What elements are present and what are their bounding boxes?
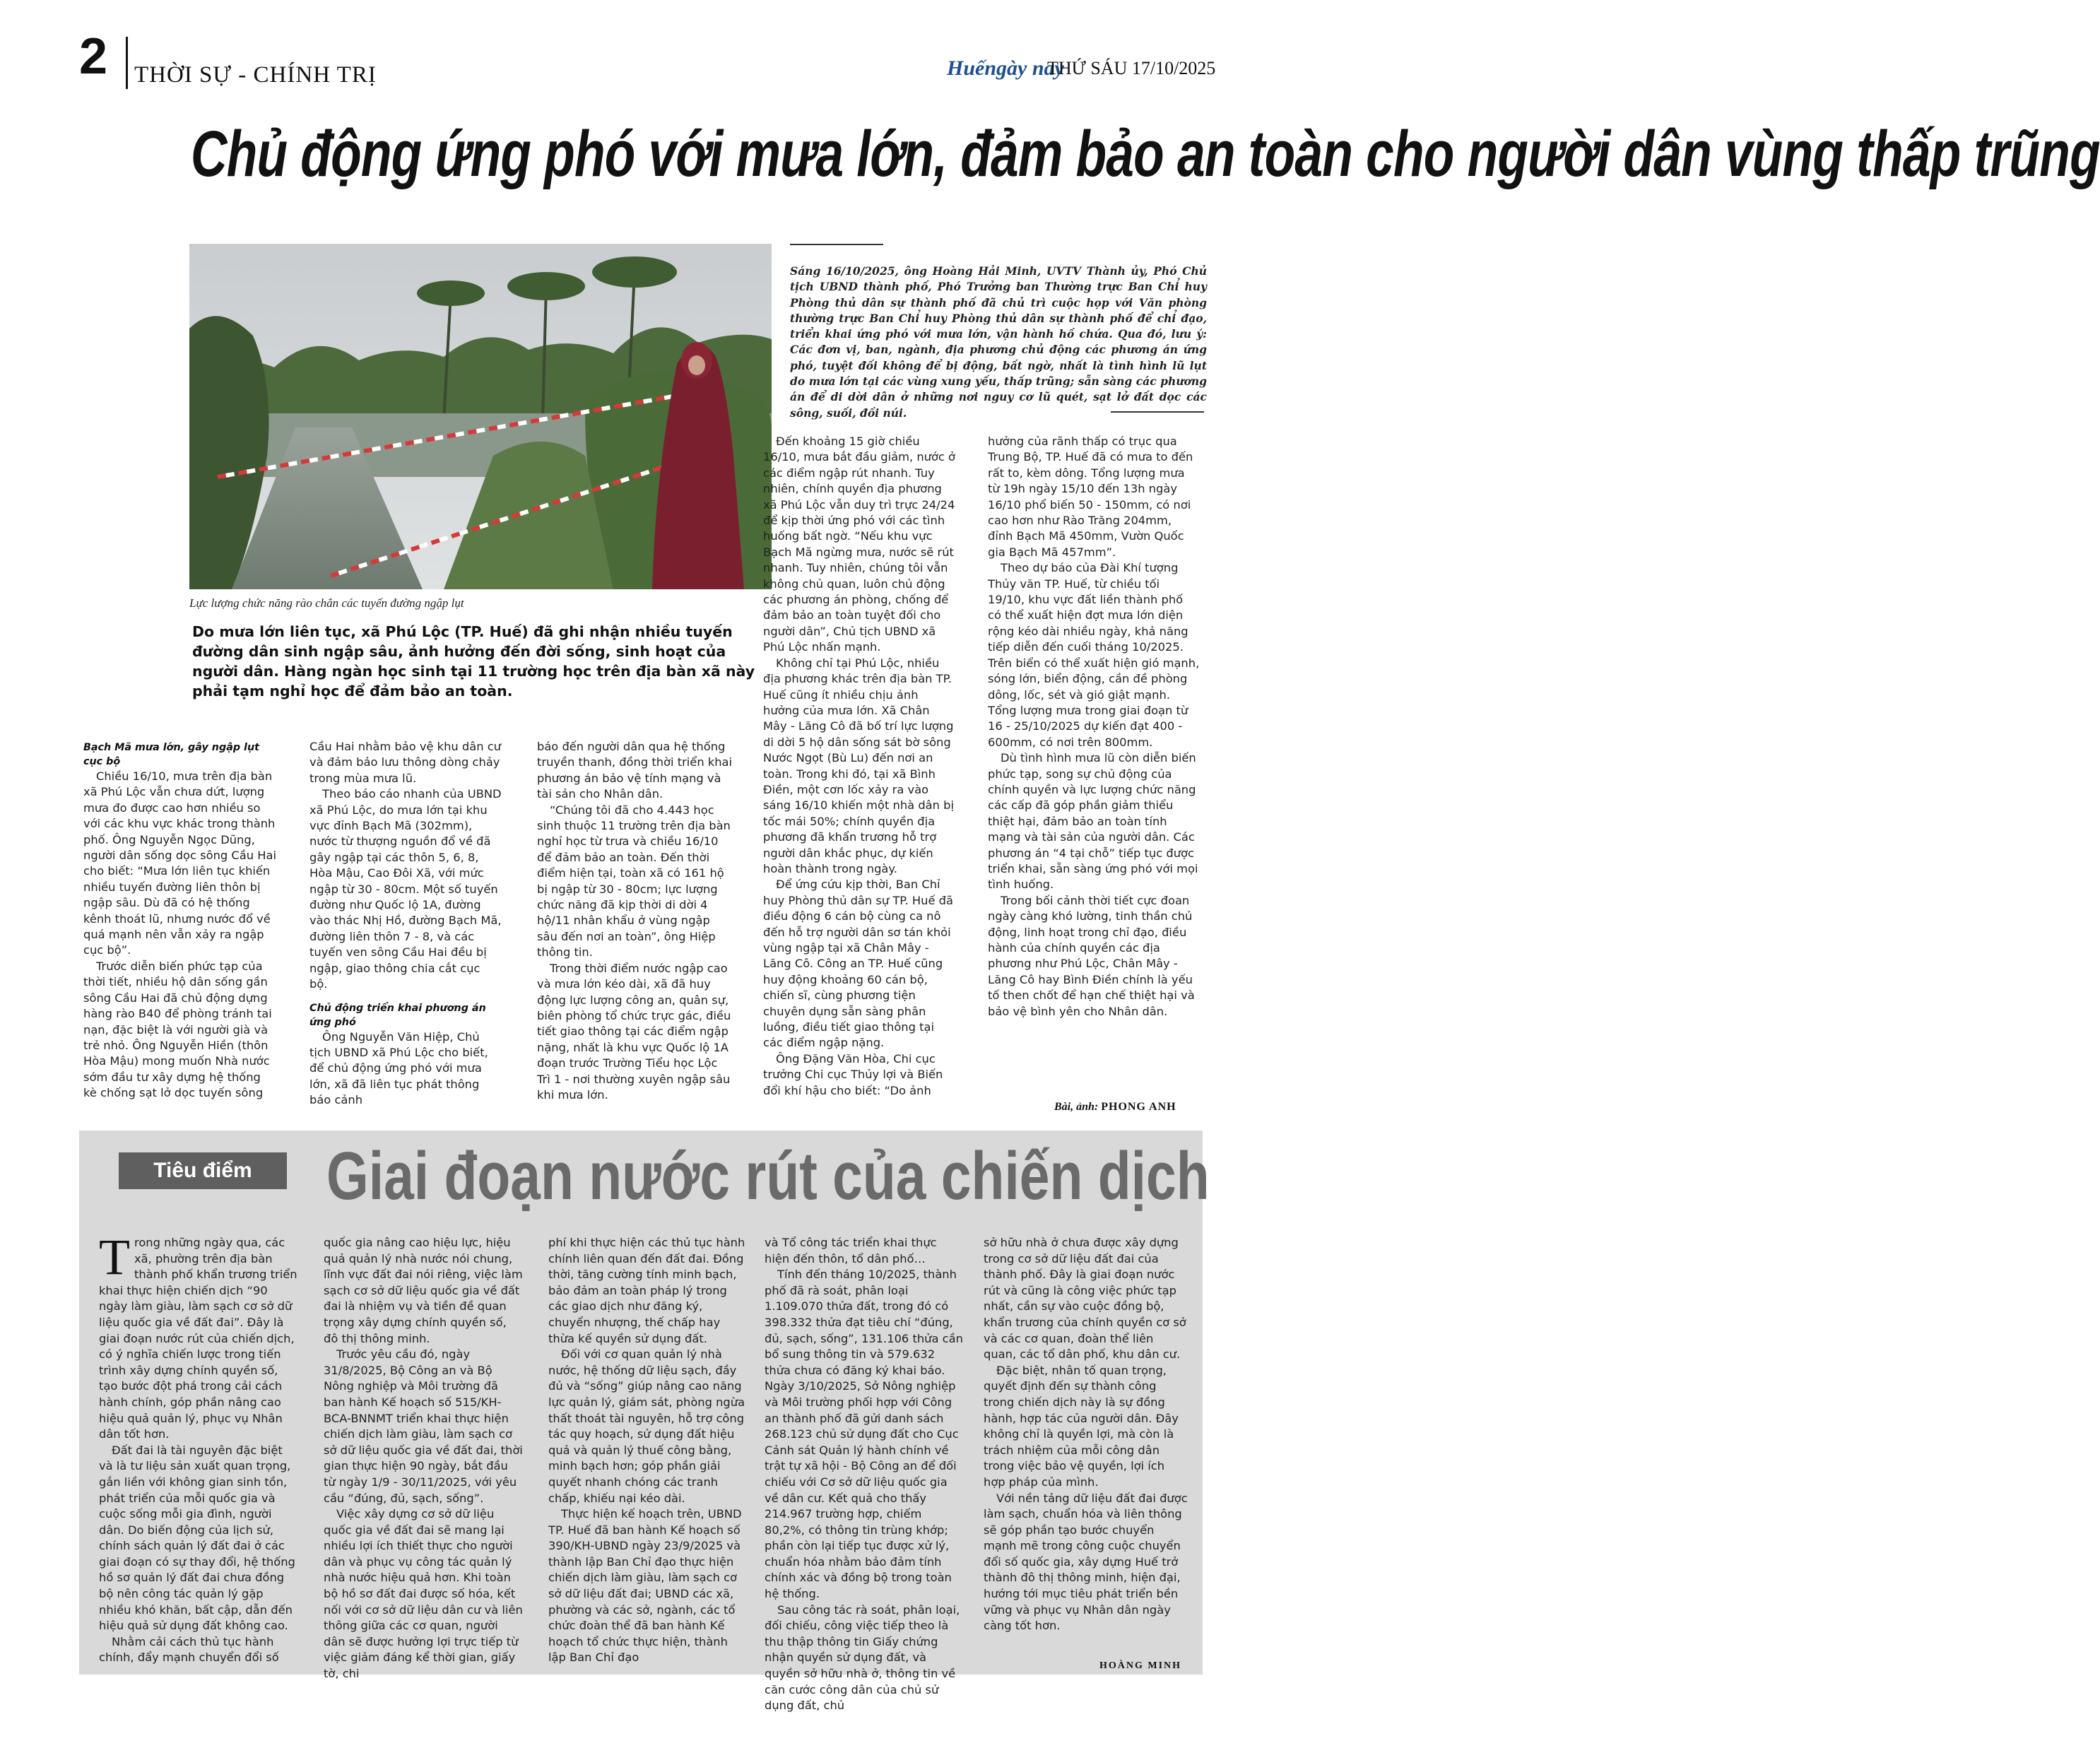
focus-tag: Tiêu điểm — [119, 1152, 287, 1189]
paragraph: báo đến người dân qua hệ thống truyền thanh, đồng thời triển khai phương án bảo vệ tính mạng và tài sản cho Nhân dân. — [537, 740, 733, 801]
subheading: Bạch Mã mưa lớn, gây ngập lụt cục bộ — [83, 742, 259, 767]
paragraph: Để ứng cứu kịp thời, Ban Chỉ huy Phòng thủ dân sự TP. Huế đã điều động 6 cán bộ cùng ca nô đến hỗ trợ người dân sơ tán khỏi vùng ngập tại xã Chân Mây - Lăng Cô. Công an TP. Huế cũng huy động khoảng 60 cán bộ, chiến sĩ, cùng phương tiện chuyên dụng sẵn sàng phân luồng, điều tiết giao thông tại các điểm ngập nặng. — [763, 878, 953, 1050]
paragraph: Đối với cơ quan quản lý nhà nước, hệ thống dữ liệu sạch, đầy đủ và “sống” giúp nâng cao năng lực quản lý, giám sát, phòng ngừa thất thoát tài nguyên, hỗ trợ công tác quy hoạch, sử dụng đất hiệu quả và quản lý thuế công bằng, minh bạch hơn; góp phần giải quyết nhanh chóng các tranh chấp, khiếu nại kéo dài. — [548, 1347, 745, 1505]
page-number: 2 — [79, 28, 108, 85]
paragraph: quốc gia nâng cao hiệu lực, hiệu quả quản lý nhà nước nói chung, lĩnh vực đất đai nói riêng, việc làm sạch cơ sở dữ liệu quốc gia về đất đai là nhiệm vụ và tiền đề quan trọng xây dựng chính quyền số, đô thị thông minh. — [324, 1236, 523, 1345]
section-title: THỜI SỰ - CHÍNH TRỊ — [134, 62, 377, 88]
subheading: Chủ động triển khai phương án ứng phó — [309, 1002, 486, 1028]
paragraph: Trong thời điểm nước ngập cao và mưa lớn kéo dài, xã đã huy động lực lượng công an, quân sự, biên phòng tổ chức trực gác, điều tiết giao thông tại các điểm ngập nặng, nhất là khu vực Quốc lộ 1A đoạn trước Trường Tiểu học Lộc Trì 1 - nơi thường xuyên ngập sâu khi mưa lớn. — [537, 961, 731, 1102]
focus-headline: Giai đoạn nước rút của chiến dịch — [326, 1138, 1210, 1214]
paragraph: Tính đến tháng 10/2025, thành phố đã rà soát, phân loại 1.109.070 thửa đất, trong đó có 398.332 thửa đạt tiêu chí “đúng, đủ, sạch, sống”, 131.106 thửa cần bổ sung thông tin và 579.632 thửa chưa có đăng ký khai báo. Ngày 3/10/2025, Sở Nông nghiệp và Môi trường phối hợp với Công an thành phố đã gửi danh sách 268.123 chủ sử dụng đất cho Cục Cảnh sát Quản lý hành chính về trật tự xã hội - Bộ Công an để đối chiếu với Cơ sở dữ liệu quốc gia về dân cư. Kết quả cho thấy 214.967 trường hợp, chiếm 80,2%, có thông tin trùng khớp; phần còn lại tiếp tục được xử lý, chuẩn hóa nhằm bảo đảm tính chính xác và đồng bộ trong toàn hệ thống. — [765, 1268, 963, 1601]
section-divider — [126, 37, 128, 89]
issue-date: THỨ SÁU 17/10/2025 — [1047, 58, 1216, 78]
flood-photo — [189, 244, 772, 589]
paragraph: Dù tình hình mưa lũ còn diễn biến phức tạp, song sự chủ động của chính quyền và lực lượng chức năng các cấp đã góp phần giảm thiểu thiệt hại, đảm bảo an toàn tính mạng và tài sản của người dân. Các phương án “4 tại chỗ” tiếp tục được triển khai, sẵn sàng ứng phó với mọi tình huống. — [988, 751, 1198, 892]
article1-column-1 — [83, 740, 277, 1102]
intro-rule-bottom — [1111, 411, 1204, 413]
article1-byline — [1054, 1101, 1176, 1114]
paragraph: Trước diễn biến phức tạp của thời tiết, nhiều hộ dân sống gần sông Cầu Hai đã chủ động dựng hàng rào B40 để phòng tránh tai nạn, đặc biệt là với người già và trẻ nhỏ. Ông Nguyễn Hiền (thôn Hòa Mậu) mong muốn Nhà nước sớm đầu tư xây dựng hệ thống kè chống sạt lở dọc tuyến sông — [83, 959, 272, 1100]
paragraph: Theo dự báo của Đài Khí tượng Thủy văn TP. Huế, từ chiều tối 19/10, khu vực đất liền thành phố có thể xuất hiện đợt mưa lớn diện rộng kéo dài nhiều ngày, khả năng tiếp diễn đến cuối tháng 10/2025. Trên biển có thể xuất hiện gió mạnh, sóng lớn, biển động, cần đề phòng dông, lốc, sét và gió giật mạnh. Tổng lượng mưa trong giai đoạn từ 16 - 25/10/2025 dự kiến đạt 400 - 600mm, có nơi trên 800mm. — [988, 561, 1200, 749]
paragraph: Với nền tảng dữ liệu đất đai được làm sạch, chuẩn hóa và liên thông sẽ góp phần tạo bước chuyển mạnh mẽ trong công cuộc chuyển đổi số quốc gia, xây dựng Huế trở thành đô thị thông minh, hiện đại, hướng tới mục tiêu phát triển bền vững và phục vụ Nhân dân ngày càng tốt hơn. — [984, 1491, 1188, 1633]
paragraph: hưởng của rãnh thấp có trục qua Trung Bộ, TP. Huế đã có mưa to đến rất to, kèm dông. Tổng lượng mưa từ 19h ngày 15/10 đến 13h ngày 16/10 phổ biến 50 - 150mm, có nơi cao hơn như Rào Trăng 204mm, đỉnh Bạch Mã 450mm, Vườn Quốc gia Bạch Mã 457mm”. — [988, 435, 1193, 559]
flood-photo-illustration — [189, 244, 772, 589]
paragraph: Việc xây dựng cơ sở dữ liệu quốc gia về đất đai sẽ mang lại nhiều lợi ích thiết thực cho người dân và phục vụ công tác quản lý nhà nước hiệu quả hơn. Khi toàn bộ hồ sơ đất đai được số hóa, kết nối với cơ sở dữ liệu dân cư và liên thông giữa các cơ quan, người dân sẽ được hưởng lợi trực tiếp từ việc giảm đáng kể thời gian, giấy tờ, chi — [324, 1507, 523, 1681]
photo-caption: Lực lượng chức năng rào chắn các tuyến đường ngập lụt — [189, 596, 464, 610]
paragraph: “Chúng tôi đã cho 4.443 học sinh thuộc 11 trường trên địa bàn nghỉ học từ trưa và chiều 16/10 để đảm bảo an toàn. Đến thời điểm hiện tại, toàn xã có 161 hộ bị ngập từ 30 - 80cm; lực lượng chức năng đã kịp thời di dời 4 hộ/11 nhân khẩu ở vùng ngập sâu đến nơi an toàn”, ông Hiệp thông tin. — [537, 803, 731, 960]
drop-cap: T — [99, 1229, 130, 1285]
paragraph: Cầu Hai nhằm bảo vệ khu dân cư và đảm bảo lưu thông dòng chảy trong mùa mưa lũ. — [309, 740, 502, 785]
article2-column-3 — [548, 1235, 748, 1666]
intro-rule-top — [790, 244, 883, 245]
paragraph: Đặc biệt, nhân tố quan trọng, quyết định đến sự thành công trong chiến dịch này là sự đồng hành, hợp tác của người dân. Đây không chỉ là quyền lợi, mà còn là trách nhiệm của mỗi công dân trong việc bảo vệ quyền, lợi ích hợp pháp của mình. — [984, 1363, 1179, 1489]
paragraph: Trước yêu cầu đó, ngày 31/8/2025, Bộ Công an và Bộ Nông nghiệp và Môi trường đã ban hành Kế hoạch số 515/KH-BCA-BNNMT triển khai thực hiện chiến dịch làm giàu, làm sạch cơ sở dữ liệu quốc gia về đất đai, thời gian thực hiện 90 ngày, bắt đầu từ ngày 1/9 - 30/11/2025, với yêu cầu “đúng, đủ, sạch, sống”. — [324, 1347, 523, 1505]
paragraph: phí khi thực hiện các thủ tục hành chính liên quan đến đất đai. Đồng thời, tăng cường tính minh bạch, bảo đảm an toàn pháp lý trong các giao dịch như đăng ký, chuyển nhượng, thế chấp hay thừa kế quyền sử dụng đất. — [548, 1236, 745, 1345]
article2-column-1 — [99, 1229, 298, 1666]
paragraph: Đất đai là tài nguyên đặc biệt và là tư liệu sản xuất quan trọng, gắn liền với không gian sinh tồn, phát triển của mỗi quốc gia và cuộc sống mỗi gia đình, người dân. Do biến động của lịch sử, chính sách quản lý đất đai ở các giai đoạn có sự thay đổi, hệ thống hồ sơ quản lý đất đai chưa đồng bộ nên công tác quản lý gặp nhiều khó khăn, bất cập, dẫn đến hiệu quả sử dụng đất không cao. — [99, 1443, 295, 1633]
paragraph: Theo báo cáo nhanh của UBND xã Phú Lộc, do mưa lớn tại khu vực đỉnh Bạch Mã (302mm), nước từ thượng nguồn đổ về đã gây ngập tại các thôn 5, 6, 8, Hòa Mậu, Cao Đôi Xã, với mức ngập từ 30 - 80cm. Một số tuyến đường như Quốc lộ 1A, đường vào thác Nhị Hồ, đường Bạch Mã, đường liên thôn 7 - 8, và các tuyến ven sông Cầu Hai đều bị ngập, giao thông chia cắt cục bộ. — [309, 787, 502, 991]
byline-author: PHONG ANH — [1101, 1101, 1176, 1113]
article2-column-4 — [765, 1235, 964, 1714]
article1-column-2 — [309, 739, 502, 1109]
article1-column-3 — [537, 739, 733, 1103]
paragraph: và Tổ công tác triển khai thực hiện đến thôn, tổ dân phố… — [765, 1236, 937, 1265]
paragraph: Chiều 16/10, mưa trên địa bàn xã Phú Lộc vẫn chưa dứt, lượng mưa đo được cao hơn nhiều so với các khu vực khác trong thành phố. Ông Nguyễn Ngọc Dũng, người dân sống dọc sông Cầu Hai cho biết: “Mưa lớn liên tục khiến nhiều tuyến đường liên thôn bị ngập sâu. Dù đã có hệ thống kênh thoát lũ, nhưng nước đổ về quá mạnh nên vẫn xảy ra ngập cục bộ”. — [83, 769, 276, 957]
article-sapo: Do mưa lớn liên tục, xã Phú Lộc (TP. Huế) đã ghi nhận nhiều tuyến đường dân sinh ngập sâu, ảnh hưởng đến đời sống, sinh hoạt của người dân. Hàng ngàn học sinh tại 11 trường học trên địa bàn xã này phải tạm nghỉ học để đảm bảo an toàn. — [192, 623, 755, 700]
paragraph: Không chỉ tại Phú Lộc, nhiều địa phương khác trên địa bàn TP. Huế cũng ít nhiều chịu ảnh hưởng của mưa lớn. Xã Chân Mây - Lăng Cô đã bố trí lực lượng di dời 5 hộ dân sống sát bờ sông Nước Ngọt (Bù Lu) đến nơi an toàn. Trong khi đó, tại xã Bình Điền, một cơn lốc xảy ra vào sáng 16/10 khiến một nhà dân bị tốc mái 50%; chính quyền địa phương đã khẩn trương hỗ trợ người dân khắc phục, dự kiến hoàn thành trong ngày. — [763, 656, 955, 875]
paragraph: Ông Đặng Văn Hòa, Chi cục trưởng Chi cục Thủy lợi và Biến đổi khí hậu cho biết: “Do ảnh — [763, 1051, 943, 1097]
article1-column-4 — [763, 434, 955, 1099]
paragraph: rong những ngày qua, các xã, phường trên địa bàn thành phố khẩn trương triển khai thực hiện chiến dịch “90 ngày làm giàu, làm sạch cơ sở dữ liệu quốc gia về đất đai”. Đây là giai đoạn nước rút của chiến dịch, có ý nghĩa chiến lược trong tiến trình xây dựng chính quyền số, tạo bước đột phá trong cải cách hành chính, góp phần nâng cao hiệu quả quản lý, phục vụ Nhân dân tốt hơn. — [99, 1236, 297, 1441]
article2-column-2 — [324, 1235, 523, 1682]
article1-column-5 — [988, 434, 1200, 1020]
paragraph: Sau công tác rà soát, phân loại, đối chiếu, công việc tiếp theo là thu thập thông tin Giấy chứng nhận quyền sử dụng đất, và quyền sở hữu nhà ở, thông tin về căn cước công dân của chủ sử dụng đất, chủ — [765, 1603, 960, 1713]
paragraph: Trong bối cảnh thời tiết cực đoan ngày càng khó lường, tinh thần chủ động, linh hoạt trong chỉ đạo, điều hành của chính quyền các địa phương như Phú Lộc, Chân Mây - Lăng Cô hay Bình Điền chính là yếu tố then chốt để hạn chế thiệt hại và bảo vệ bình yên cho Nhân dân. — [988, 893, 1195, 1018]
article2-byline: HOÀNG MINH — [1099, 1660, 1182, 1671]
paragraph: Ông Nguyễn Văn Hiệp, Chủ tịch UBND xã Phú Lộc cho biết, để chủ động ứng phó với mưa lớn, xã đã liên tục phát thông báo cảnh — [309, 1029, 488, 1107]
paragraph: Nhằm cải cách thủ tục hành chính, đẩy mạnh chuyển đổi số — [99, 1634, 279, 1665]
article-headline: Chủ động ứng phó với mưa lớn, đảm bảo an toàn cho người dân vùng thấp trũng — [191, 118, 2100, 190]
newspaper-brand: Huếngày nay — [947, 57, 1064, 80]
paragraph: Thực hiện kế hoạch trên, UBND TP. Huế đã ban hành Kế hoạch số 390/KH-UBND ngày 23/9/2025 và thành lập Ban Chỉ đạo thực hiện chiến dịch làm giàu, làm sạch cơ sở dữ liệu đất đai; UBND các xã, phường và các sở, ngành, các tổ chức đoàn thể đã ban hành Kế hoạch tổ chức thực hiện, thành lập Ban Chỉ đạo — [548, 1507, 742, 1665]
paragraph: Đến khoảng 15 giờ chiều 16/10, mưa bắt đầu giảm, nước ở các điểm ngập rút nhanh. Tuy nhiên, chính quyền địa phương xã Phú Lộc vẫn duy trì trực 24/24 để kịp thời ứng phó với các tình huống bất ngờ. “Nếu khu vực Bạch Mã ngừng mưa, nước sẽ rút nhanh. Tuy nhiên, chúng tôi vẫn không chủ quan, luôn chủ động các phương án phòng, chống để đảm bảo an toàn tuyệt đối cho người dân”, Chủ tịch UBND xã Phú Lộc nhấn mạnh. — [763, 435, 956, 654]
article-intro: Sáng 16/10/2025, ông Hoàng Hải Minh, UVTV Thành ủy, Phó Chủ tịch UBND thành phố, Phó Trưởng ban Thường trực Ban Chỉ huy Phòng thủ dân sự thành phố đã chủ trì cuộc họp với Văn phòng thường trực Ban Chỉ huy Phòng thủ dân sự thành phố để chỉ đạo, triển khai ứng phó với mưa lớn, vận hành hồ chứa. Qua đó, lưu ý: Các đơn vị, ban, ngành, địa phương chủ động các phương án ứng phó, tuyệt đối không để bị động, bất ngờ, nhất là tình hình lũ lụt do mưa lớn tại các vùng xung yếu, thấp trũng; sẵn sàng các phương án để di dời dân ở những nơi nguy cơ lũ quét, sạt lở đất dọc các sông, suối, đồi núi. — [790, 264, 1207, 420]
article2-column-5 — [984, 1235, 1188, 1634]
byline-label: Bài, ảnh: — [1054, 1101, 1099, 1113]
paragraph: sở hữu nhà ở chưa được xây dựng trong cơ sở dữ liệu đất đai của thành phố. Đây là giai đoạn nước rút và cũng là công việc phức tạp nhất, cần sự vào cuộc đồng bộ, khẩn trương của chính quyền cơ sở và các cơ quan, đoàn thể liên quan, các tổ dân phố, khu dân cư. — [984, 1236, 1186, 1362]
